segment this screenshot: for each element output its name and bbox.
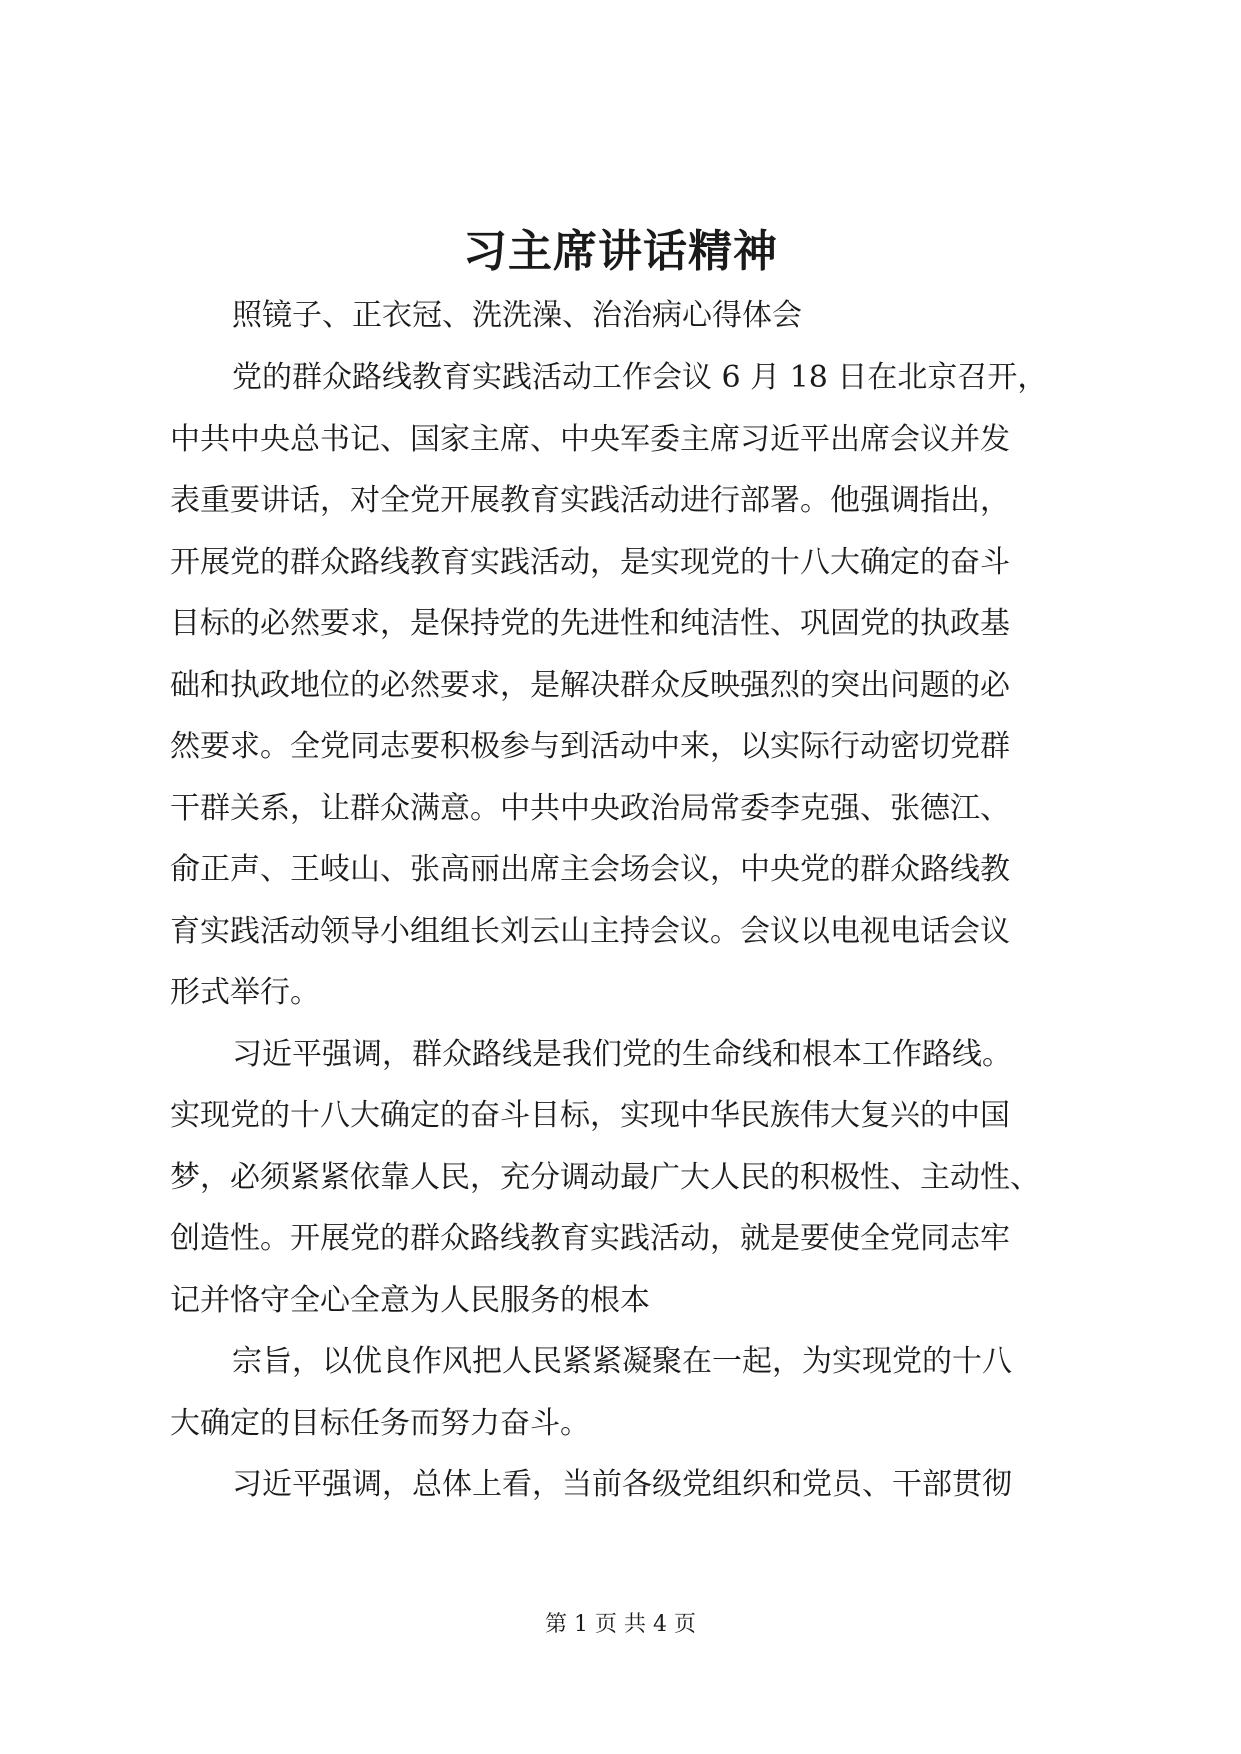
text-line: 创造性。开展党的群众路线教育实践活动，就是要使全党同志牢 [170, 1221, 1010, 1256]
text-line: 梦，必须紧紧依靠人民，充分调动最广大人民的积极性、主动性、 [170, 1160, 1040, 1195]
text-line: 党的群众路线教育实践活动工作会议 6 月 18 日在北京召开， [232, 360, 1048, 395]
text-line: 表重要讲话，对全党开展教育实践活动进行部署。他强调指出， [170, 483, 1010, 518]
text-line: 形式举行。 [170, 975, 320, 1010]
text-line: 记并恪守全心全意为人民服务的根本 [170, 1283, 650, 1318]
text-line: 俞正声、王岐山、张高丽出席主会场会议，中央党的群众路线教 [170, 852, 1010, 887]
text-line: 宗旨，以优良作风把人民紧紧凝聚在一起，为实现党的十八 [232, 1344, 1012, 1379]
text-line: 大确定的目标任务而努力奋斗。 [170, 1406, 590, 1441]
text-line: 然要求。全党同志要积极参与到活动中来，以实际行动密切党群 [170, 729, 1010, 764]
text-line: 实现党的十八大确定的奋斗目标，实现中华民族伟大复兴的中国 [170, 1098, 1010, 1133]
text-line: 干群关系，让群众满意。中共中央政治局常委李克强、张德江、 [170, 791, 1010, 826]
text-line: 目标的必然要求，是保持党的先进性和纯洁性、巩固党的执政基 [170, 606, 1010, 641]
text-line: 育实践活动领导小组组长刘云山主持会议。会议以电视电话会议 [170, 914, 1010, 949]
page-indicator: 第 1 页 共 4 页 [545, 1612, 696, 1637]
text-line: 习近平强调，群众路线是我们党的生命线和根本工作路线。 [232, 1037, 1012, 1072]
text-line: 习近平强调，总体上看，当前各级党组织和党员、干部贯彻 [232, 1467, 1012, 1502]
text-line: 础和执政地位的必然要求，是解决群众反映强烈的突出问题的必 [170, 668, 1010, 703]
document-subtitle: 照镜子、正衣冠、洗洗澡、治治病心得体会 [232, 298, 802, 333]
text-line: 开展党的群众路线教育实践活动，是实现党的十八大确定的奋斗 [170, 545, 1010, 580]
text-line: 中共中央总书记、国家主席、中央军委主席习近平出席会议并发 [170, 422, 1010, 457]
document-title: 习主席讲话精神 [463, 226, 778, 277]
